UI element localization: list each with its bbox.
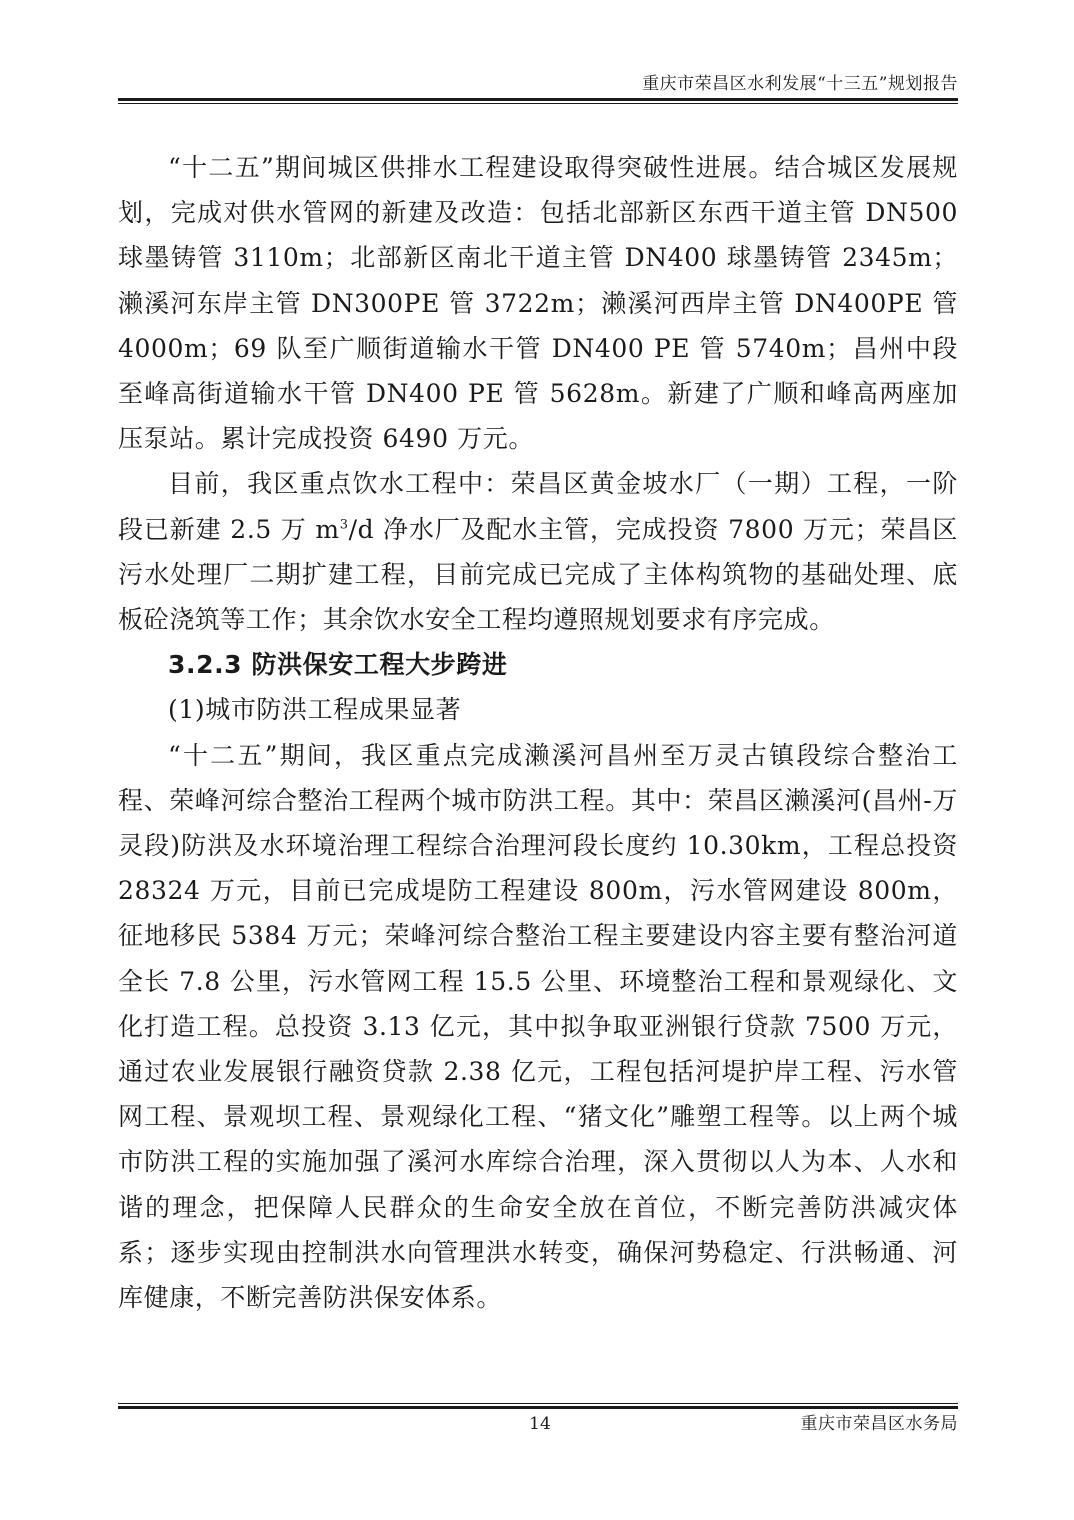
paragraph-flood-control: “十二五”期间，我区重点完成濑溪河昌州至万灵古镇段综合整治工程、荣峰河综合整治工程两个城市防洪工程。其中：荣昌区濑溪河(昌州-万灵段)防洪及水环境治理工程综合治理河段长度约 10.30km，工程总投资 28324 万元，目前已完成堤防工程建设 800m，污水管网建设 800m，征地移民 5384 万元；荣峰河综合整治工程主要建设内容主要有整治河道全长 7.8 公里，污水管网工程 15.5 公里、环境整治工程和景观绿化、文化打造工程。总投资 3.13 亿元，其中拟争取亚洲银行贷款 7500 万元，通过农业发展银行融资贷款 2.38 亿元，工程包括河堤护岸工程、污水管网工程、景观坝工程、景观绿化工程、“猪文化”雕塑工程等。以上两个城市防洪工程的实施加强了溪河水库综合治理，深入贯彻以人为本、人水和谐的理念，把保障人民群众的生命安全放在首位，不断完善防洪减灾体系；逐步实现由控制洪水向管理洪水转变，确保河势稳定、行洪畅通、河库健康，不断完善防洪保安体系。 xyxy=(118,740,958,1313)
subsection-heading: (1)城市防洪工程成果显著 xyxy=(168,695,462,725)
running-header: 重庆市荣昌区水利发展“十三五”规划报告 xyxy=(642,74,958,94)
body-text xyxy=(118,145,958,1320)
footer-organization: 重庆市荣昌区水务局 xyxy=(800,1414,958,1434)
footer-rule-thin xyxy=(118,1403,958,1404)
header-rule-thick xyxy=(118,98,958,101)
paragraph-urban-water-supply: “十二五”期间城区供排水工程建设取得突破性进展。结合城区发展规划，完成对供水管网的新建及改造：包括北部新区东西干道主管 DN500 球墨铸管 3110m；北部新区南北干道主管 DN400 球墨铸管 2345m；濑溪河东岸主管 DN300PE 管 3722m；濑溪河西岸主管 DN400PE 管 4000m；69 队至广顺街道输水干管 DN400 PE 管 5740m；昌州中段至峰高街道输水干管 DN400 PE 管 5628m。新建了广顺和峰高两座加压泵站。累计完成投资 6490 万元。 xyxy=(118,153,958,454)
page-number: 14 xyxy=(529,1414,551,1434)
section-heading: 3.2.3 防洪保安工程大步跨进 xyxy=(168,650,508,680)
superscript-cubic: 3 xyxy=(339,517,349,533)
paragraph-drinking-water-projects xyxy=(118,461,958,642)
header-rule-thin xyxy=(118,103,958,104)
paragraph-text-after: /d 净水厂及配水主管，完成投资 7800 万元；荣昌区污水处理厂二期扩建工程，目前完成已完成了主体构筑物的基础处理、底板砼浇筑等工作；其余饮水安全工程均遵照规划要求有序完成。 xyxy=(118,514,958,635)
paragraph-text-before: 目前，我区重点饮水工程中：荣昌区黄金坡水厂（一期）工程，一阶段已新建 2.5 万 m xyxy=(118,469,958,544)
footer-rule-thick xyxy=(118,1406,958,1409)
